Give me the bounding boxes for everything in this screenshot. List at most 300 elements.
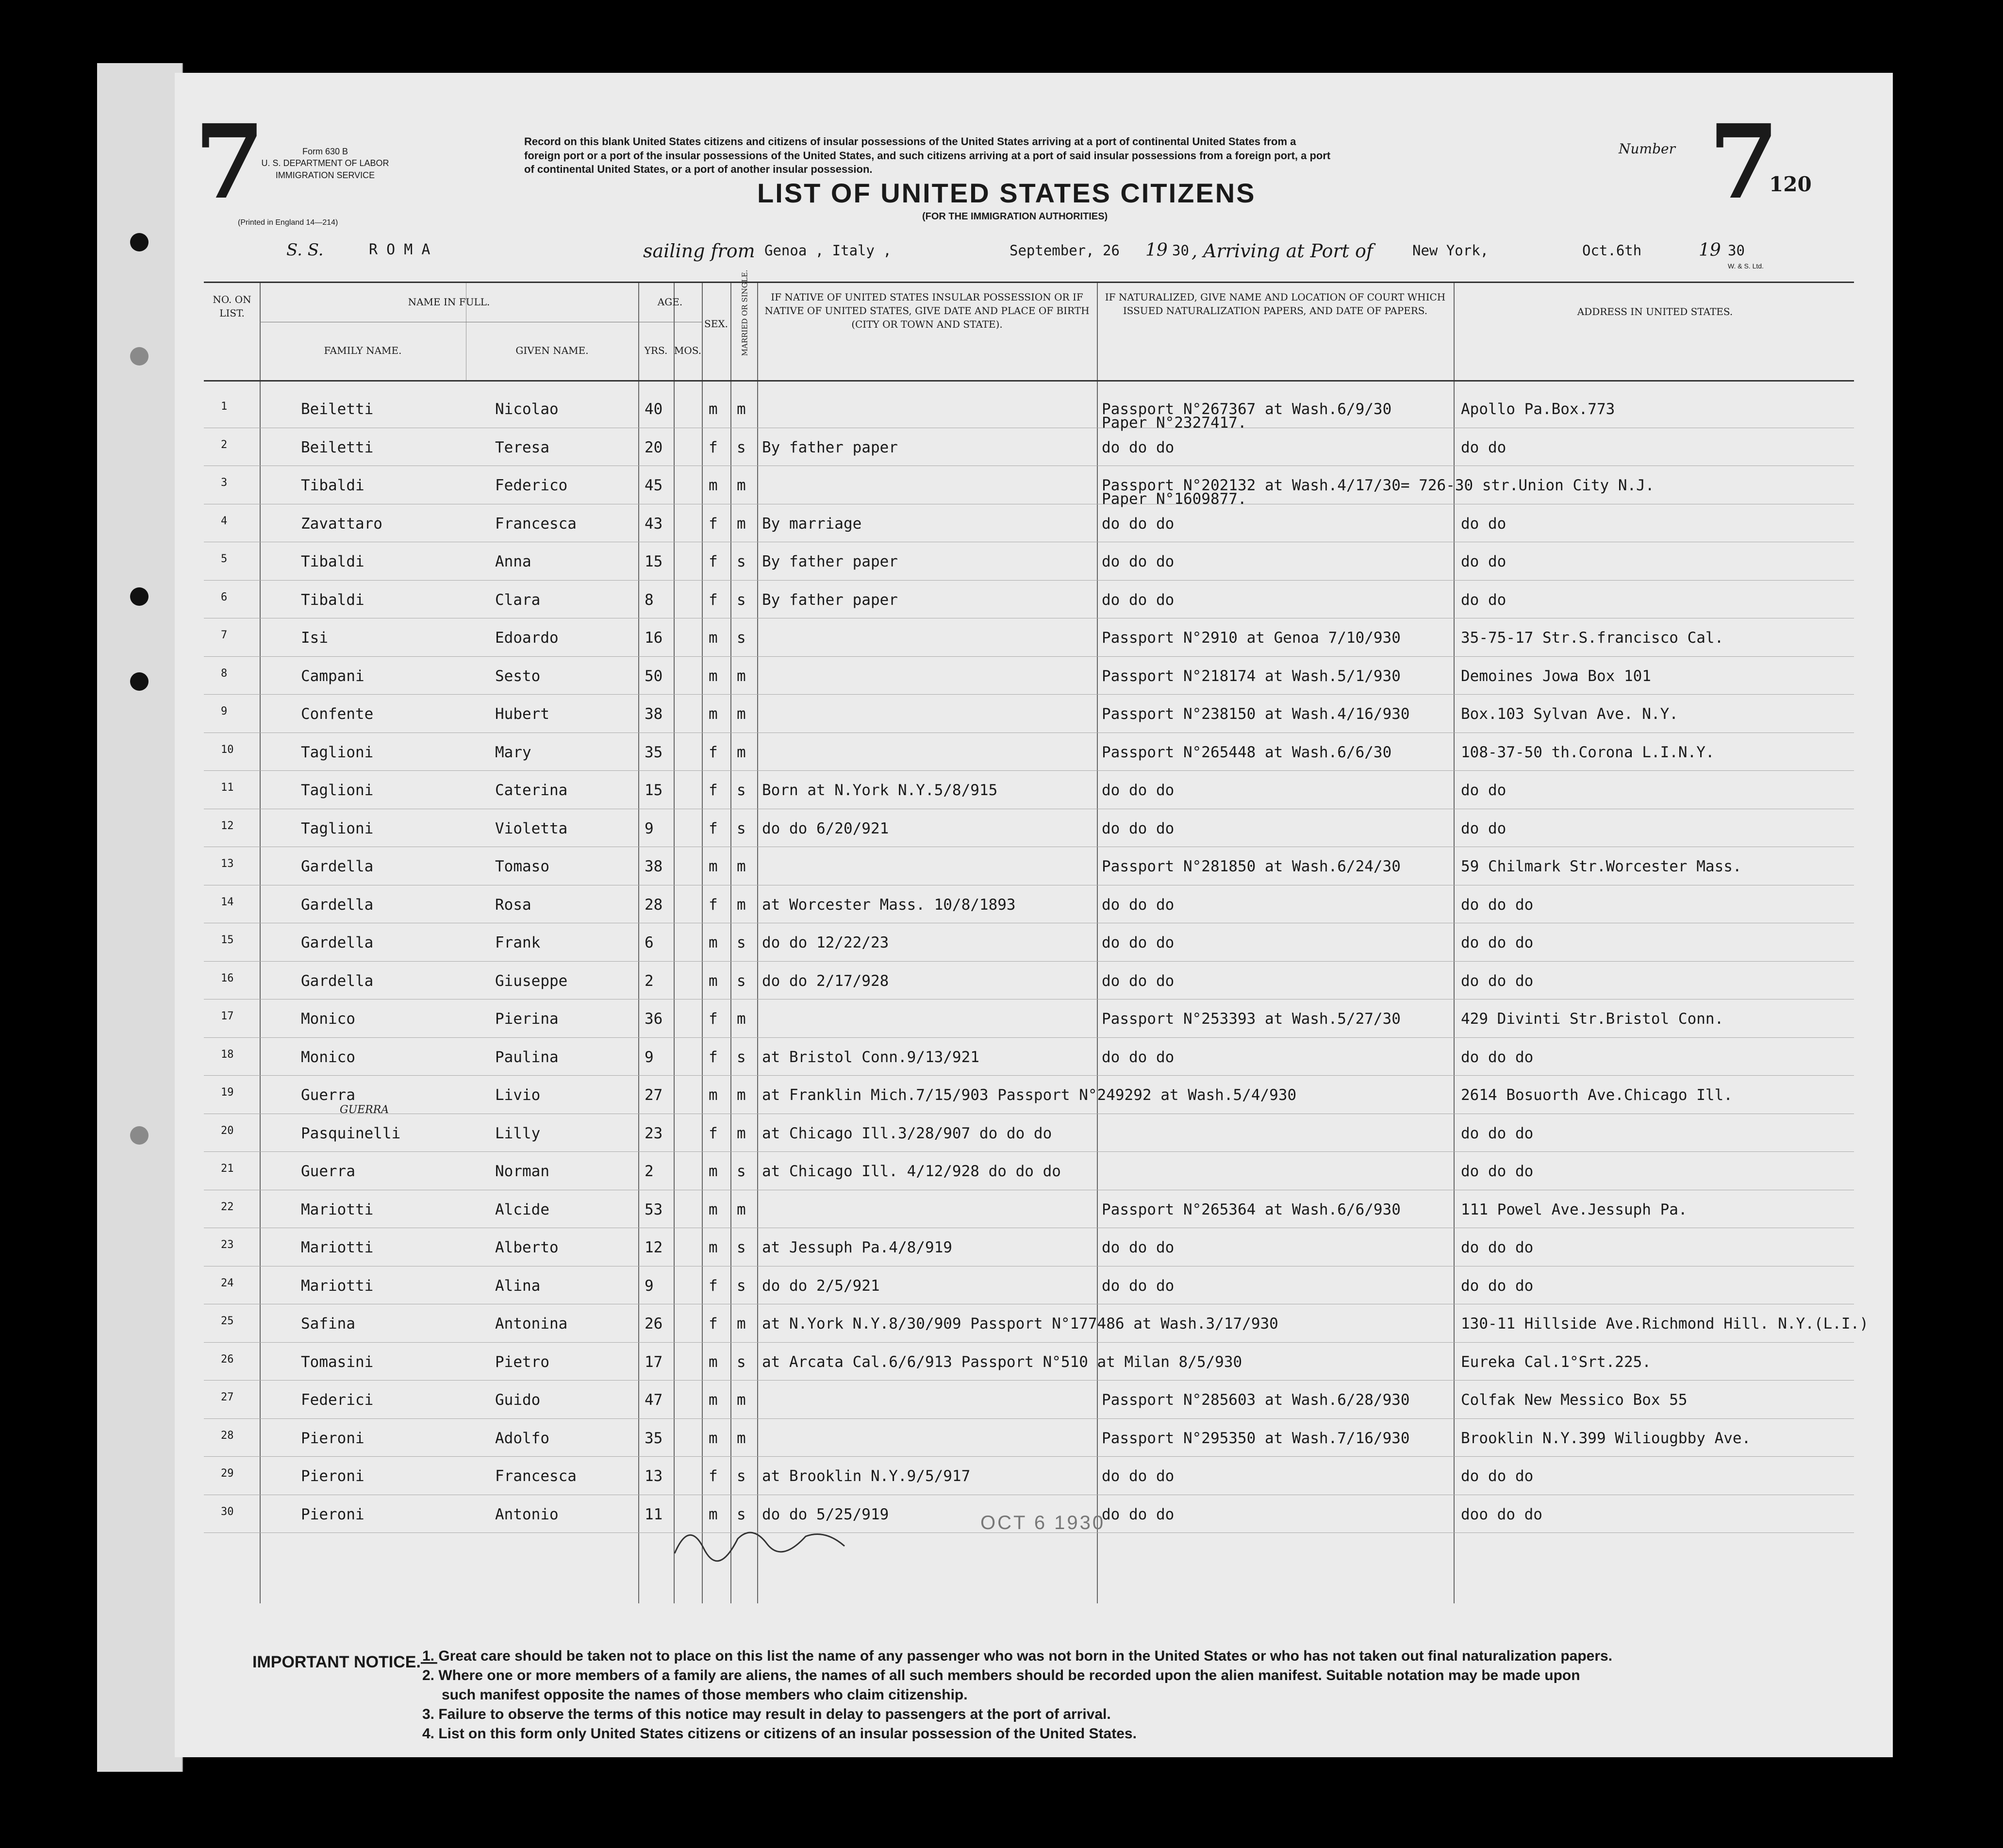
header-sex: SEX. xyxy=(704,318,728,330)
birth-info: do do 2/5/921 xyxy=(762,1277,880,1295)
address: do do do xyxy=(1461,934,1534,951)
row-number: 19 xyxy=(221,1086,234,1099)
naturalization-info: do do do xyxy=(1102,1239,1175,1256)
birth-info: By father paper xyxy=(762,553,898,570)
binder-hole xyxy=(130,1126,149,1145)
sex: m xyxy=(709,858,718,875)
age-years: 13 xyxy=(645,1467,663,1485)
family-name: Zavattaro xyxy=(301,515,382,533)
naturalization-info: do do do xyxy=(1102,1467,1175,1485)
row-number: 1 xyxy=(221,400,228,413)
family-name: Mariotti xyxy=(301,1277,374,1295)
family-name: Beiletti xyxy=(301,438,374,456)
marital-status: s xyxy=(737,1239,746,1256)
header-given-name: GIVEN NAME. xyxy=(515,345,589,356)
marital-status: m xyxy=(737,477,746,494)
passenger-rows xyxy=(204,390,1869,1603)
address: do do xyxy=(1461,438,1506,456)
year-to: 30 xyxy=(1728,242,1745,259)
table-row xyxy=(204,771,1854,809)
sex: m xyxy=(709,1163,718,1180)
family-name: Gardella xyxy=(301,972,374,990)
address: 429 Divinti Str.Bristol Conn. xyxy=(1461,1010,1724,1028)
table-row xyxy=(204,733,1854,771)
header-naturalization: IF NATURALIZED, GIVE NAME AND LOCATION OF COURT WHICH ISSUED NATURALIZATION PAPERS, AND DATE OF PAPERS. xyxy=(1105,291,1446,316)
address: Demoines Jowa Box 101 xyxy=(1461,667,1651,685)
naturalization-info: Passport N°238150 at Wash.4/16/930 xyxy=(1102,705,1410,723)
row-number: 2 xyxy=(221,438,228,451)
table-row xyxy=(204,466,1854,508)
printed-note: (Printed in England 14—214) xyxy=(238,218,338,227)
marital-status: m xyxy=(737,515,746,533)
service-name: IMMIGRATION SERVICE xyxy=(275,170,375,180)
ss-label: S. S. xyxy=(286,240,324,260)
age-years: 9 xyxy=(645,1277,654,1295)
table-row xyxy=(204,1038,1854,1076)
row-number: 3 xyxy=(221,477,228,489)
row-number: 17 xyxy=(221,1010,234,1022)
naturalization-info: Passport N°295350 at Wash.7/16/930 xyxy=(1102,1429,1410,1447)
table-row xyxy=(204,390,1854,432)
sex: m xyxy=(709,1429,718,1447)
given-name: Livio xyxy=(495,1086,541,1104)
table-row xyxy=(204,542,1854,580)
naturalization-info: do do do xyxy=(1102,819,1175,837)
address: 111 Powel Ave.Jessuph Pa. xyxy=(1461,1200,1688,1218)
age-years: 23 xyxy=(645,1124,663,1142)
row-number: 20 xyxy=(221,1124,234,1137)
sex: m xyxy=(709,1505,718,1523)
birth-info: By father paper xyxy=(762,438,898,456)
sex: m xyxy=(709,1391,718,1409)
row-number: 18 xyxy=(221,1048,234,1061)
row-number: 28 xyxy=(221,1429,234,1442)
marital-status: m xyxy=(737,705,746,723)
marital-status: s xyxy=(737,1467,746,1485)
family-name: Federici xyxy=(301,1391,374,1409)
family-name: Tibaldi xyxy=(301,477,364,494)
given-name: Alina xyxy=(495,1277,541,1295)
address: do do do xyxy=(1461,1239,1534,1256)
row-number: 16 xyxy=(221,972,234,984)
sex: m xyxy=(709,934,718,951)
age-years: 2 xyxy=(645,972,654,990)
marital-status: s xyxy=(737,1505,746,1523)
birth-info: at N.York N.Y.8/30/909 Passport N°177486 at Wash.3/17/930 xyxy=(762,1315,1278,1332)
sex: m xyxy=(709,1200,718,1218)
family-name: Taglioni xyxy=(301,743,374,761)
table-row xyxy=(204,1076,1854,1114)
table-row xyxy=(204,428,1854,466)
naturalization-info: do do do xyxy=(1102,896,1175,914)
table-row xyxy=(204,581,1854,618)
address: Eureka Cal.1°Srt.225. xyxy=(1461,1353,1651,1371)
header-no-on-list: NO. ON LIST. xyxy=(213,294,251,319)
sex: m xyxy=(709,667,718,685)
citizen-list-form xyxy=(175,73,1893,1757)
port-from: Genoa , Italy , xyxy=(764,242,892,259)
age-years: 38 xyxy=(645,858,663,875)
given-name: Teresa xyxy=(495,438,549,456)
address: 59 Chilmark Str.Worcester Mass. xyxy=(1461,858,1742,875)
header-address: ADDRESS IN UNITED STATES. xyxy=(1577,306,1733,317)
given-name: Antonio xyxy=(495,1505,559,1523)
form-number: Form 630 B xyxy=(302,147,348,156)
sex: m xyxy=(709,1086,718,1104)
marital-status: s xyxy=(737,972,746,990)
header-months: MOS. xyxy=(674,345,702,356)
given-name: Rosa xyxy=(495,896,531,914)
age-years: 47 xyxy=(645,1391,663,1409)
marital-status: m xyxy=(737,896,746,914)
age-years: 16 xyxy=(645,629,663,647)
marital-status: m xyxy=(737,1391,746,1409)
row-number: 10 xyxy=(221,743,234,756)
family-name: Mariotti xyxy=(301,1200,374,1218)
naturalization-info: do do do xyxy=(1102,972,1175,990)
birth-info: at Worcester Mass. 10/8/1893 xyxy=(762,896,1016,914)
date-stamp: OCT 6 1930 xyxy=(980,1512,1106,1533)
row-number: 13 xyxy=(221,858,234,870)
table-row xyxy=(204,504,1854,542)
marital-status: s xyxy=(737,934,746,951)
naturalization-paper: Paper N°2327417. xyxy=(1102,414,1247,432)
age-years: 50 xyxy=(645,667,663,685)
marital-status: s xyxy=(737,782,746,799)
address: do do xyxy=(1461,591,1506,609)
marital-status: s xyxy=(737,629,746,647)
age-years: 35 xyxy=(645,743,663,761)
family-name: Safina xyxy=(301,1315,355,1332)
form-title: LIST OF UNITED STATES CITIZENS xyxy=(757,178,1256,208)
header-years: YRS. xyxy=(644,345,668,356)
notice-line-4: 4. List on this form only United States citizens or citizens of an insular possession of the United States. xyxy=(422,1726,1137,1742)
table-row xyxy=(204,618,1854,656)
row-number: 15 xyxy=(221,934,234,946)
sex: m xyxy=(709,1353,718,1371)
birth-info: do do 5/25/919 xyxy=(762,1505,889,1523)
age-years: 2 xyxy=(645,1163,654,1180)
given-name: Frank xyxy=(495,934,541,951)
binder-hole xyxy=(130,347,149,366)
notice-line-2: 2. Where one or more members of a family are aliens, the names of all such members should be recorded upon the alien manifest. Suitable notation may be made upon xyxy=(422,1667,1580,1683)
row-number: 6 xyxy=(221,591,228,603)
birth-info: do do 12/22/23 xyxy=(762,934,889,951)
naturalization-info: do do do xyxy=(1102,1048,1175,1066)
sex: f xyxy=(709,1315,718,1332)
binder-hole xyxy=(130,672,149,691)
sex: f xyxy=(709,743,718,761)
family-name: Taglioni xyxy=(301,819,374,837)
sex: f xyxy=(709,438,718,456)
birth-info: at Chicago Ill. 4/12/928 do do do xyxy=(762,1163,1061,1180)
address: do do do xyxy=(1461,896,1534,914)
date-from: September, 26 xyxy=(1010,242,1120,259)
given-name: Federico xyxy=(495,477,568,494)
given-name: Caterina xyxy=(495,782,568,799)
age-years: 12 xyxy=(645,1239,663,1256)
address: 108-37-50 th.Corona L.I.N.Y. xyxy=(1461,743,1715,761)
header-age: AGE. xyxy=(657,296,683,308)
given-name: Tomaso xyxy=(495,858,549,875)
naturalization-paper: Paper N°1609877. xyxy=(1102,490,1247,508)
address: 130-11 Hillside Ave.Richmond Hill. N.Y.(L.I.) xyxy=(1461,1315,1869,1332)
sex: m xyxy=(709,400,718,418)
date-to: Oct.6th xyxy=(1582,242,1642,259)
row-number: 14 xyxy=(221,896,234,908)
department-block xyxy=(252,146,398,181)
record-line: foreign port or a port of the insular possessions of the United States, and such citizens arriving at a port of said insular possessions from a foreign port, a port xyxy=(524,149,1331,162)
naturalization-info: do do do xyxy=(1102,438,1175,456)
age-years: 53 xyxy=(645,1200,663,1218)
family-name: Monico xyxy=(301,1010,355,1028)
port-to: New York, xyxy=(1412,242,1489,259)
family-name: Campani xyxy=(301,667,364,685)
family-name: Guerra xyxy=(301,1086,355,1104)
naturalization-info: do do do xyxy=(1102,591,1175,609)
naturalization-info: do do do xyxy=(1102,782,1175,799)
marital-status: m xyxy=(737,1429,746,1447)
address: Brooklin N.Y.399 Wiliougbby Ave. xyxy=(1461,1429,1751,1447)
naturalization-info: do do do xyxy=(1102,1277,1175,1295)
given-name: Edoardo xyxy=(495,629,559,647)
binder-hole xyxy=(130,587,149,606)
notice-line-2b: such manifest opposite the names of those members who claim citizenship. xyxy=(442,1687,968,1703)
naturalization-info: Passport N°281850 at Wash.6/24/30 xyxy=(1102,858,1401,875)
row-number: 8 xyxy=(221,667,228,680)
given-name: Norman xyxy=(495,1163,549,1180)
sex: f xyxy=(709,1048,718,1066)
naturalization-info: Passport N°267367 at Wash.6/9/30 xyxy=(1102,400,1392,418)
naturalization-info: Passport N°265364 at Wash.6/6/930 xyxy=(1102,1200,1401,1218)
age-years: 36 xyxy=(645,1010,663,1028)
marital-status: m xyxy=(737,1315,746,1332)
naturalization-info: Passport N°265448 at Wash.6/6/30 xyxy=(1102,743,1392,761)
record-instructions xyxy=(524,135,1689,177)
given-name: Guido xyxy=(495,1391,541,1409)
family-name: Tibaldi xyxy=(301,591,364,609)
age-years: 9 xyxy=(645,1048,654,1066)
binder-hole xyxy=(130,233,149,251)
family-name: Isi xyxy=(301,629,328,647)
table-row xyxy=(204,1266,1854,1304)
handwritten-correction: GUERRA xyxy=(340,1104,389,1116)
marital-status: s xyxy=(737,591,746,609)
age-years: 8 xyxy=(645,591,654,609)
notice-line-1: 1. Great care should be taken not to place on this list the name of any passenger who was not born in the United States or who has not taken out final naturalization papers. xyxy=(422,1648,1613,1664)
birth-info: at Franklin Mich.7/15/903 Passport N°249292 at Wash.5/4/930 xyxy=(762,1086,1297,1104)
given-name: Pierina xyxy=(495,1010,559,1028)
naturalization-info: do do do xyxy=(1102,1505,1175,1523)
birth-info: at Brooklin N.Y.9/5/917 xyxy=(762,1467,971,1485)
family-name: Beiletti xyxy=(301,400,374,418)
row-number: 9 xyxy=(221,705,228,717)
birth-info: do do 2/17/928 xyxy=(762,972,889,990)
row-number: 26 xyxy=(221,1353,234,1365)
row-number: 23 xyxy=(221,1239,234,1251)
sex: m xyxy=(709,1239,718,1256)
table-row xyxy=(204,1419,1854,1457)
age-years: 6 xyxy=(645,934,654,951)
sex: m xyxy=(709,705,718,723)
marital-status: s xyxy=(737,1163,746,1180)
table-row xyxy=(204,923,1854,961)
age-years: 43 xyxy=(645,515,663,533)
marital-status: m xyxy=(737,1010,746,1028)
family-name: Guerra xyxy=(301,1163,355,1180)
corner-number-left: 7 xyxy=(194,102,265,222)
naturalization-info: Passport N°285603 at Wash.6/28/930 xyxy=(1102,1391,1410,1409)
arriving-label: , Arriving at Port of xyxy=(1192,240,1373,262)
birth-info: at Arcata Cal.6/6/913 Passport N°510 at Milan 8/5/930 xyxy=(762,1353,1242,1371)
notice-line-3: 3. Failure to observe the terms of this notice may result in delay to passengers at the port of arrival. xyxy=(422,1706,1111,1722)
marital-status: s xyxy=(737,1277,746,1295)
record-line: Record on this blank United States citizens and citizens of insular possessions of the United States arriving at a port of continental United States from a xyxy=(524,135,1296,148)
given-name: Pietro xyxy=(495,1353,549,1371)
sex: f xyxy=(709,553,718,570)
birth-info: By marriage xyxy=(762,515,862,533)
table-row xyxy=(204,885,1854,923)
signature-scribble xyxy=(670,1510,864,1568)
family-name: Tomasini xyxy=(301,1353,374,1371)
naturalization-info: Passport N°218174 at Wash.5/1/930 xyxy=(1102,667,1401,685)
family-name: Gardella xyxy=(301,858,374,875)
form-subtitle: (FOR THE IMMIGRATION AUTHORITIES) xyxy=(922,211,1108,222)
age-years: 35 xyxy=(645,1429,663,1447)
sex: m xyxy=(709,629,718,647)
address: do do do xyxy=(1461,972,1534,990)
marital-status: m xyxy=(737,1086,746,1104)
age-years: 15 xyxy=(645,782,663,799)
sex: f xyxy=(709,1277,718,1295)
address: Apollo Pa.Box.773 xyxy=(1461,400,1615,418)
sex: f xyxy=(709,515,718,533)
given-name: Anna xyxy=(495,553,531,570)
family-name: Mariotti xyxy=(301,1239,374,1256)
marital-status: m xyxy=(737,400,746,418)
ship-name: R O M A xyxy=(369,241,430,258)
age-years: 28 xyxy=(645,896,663,914)
given-name: Antonina xyxy=(495,1315,568,1332)
header-divider xyxy=(204,380,1854,382)
row-number: 11 xyxy=(221,782,234,794)
address: do do xyxy=(1461,553,1506,570)
given-name: Paulina xyxy=(495,1048,559,1066)
department-name: U. S. DEPARTMENT OF LABOR xyxy=(261,158,389,168)
family-name: Pieroni xyxy=(301,1467,364,1485)
address: do do xyxy=(1461,515,1506,533)
table-row xyxy=(204,695,1854,733)
age-years: 17 xyxy=(645,1353,663,1371)
table-row xyxy=(204,1343,1854,1381)
row-number: 7 xyxy=(221,629,228,641)
header-family-name: FAMILY NAME. xyxy=(324,345,402,356)
naturalization-info: Passport N°202132 at Wash.4/17/30= 726-30 str.Union City N.J. xyxy=(1102,477,1655,494)
naturalization-info: Passport N°253393 at Wash.5/27/30 xyxy=(1102,1010,1401,1028)
table-row xyxy=(204,847,1854,885)
row-number: 4 xyxy=(221,515,228,527)
marital-status: m xyxy=(737,1124,746,1142)
row-number: 12 xyxy=(221,819,234,832)
given-name: Lilly xyxy=(495,1124,541,1142)
sex: f xyxy=(709,782,718,799)
passenger-table xyxy=(204,269,1869,1603)
given-name: Adolfo xyxy=(495,1429,549,1447)
table-row xyxy=(204,1228,1854,1266)
header-married-single: MARRIED OR SINGLE. xyxy=(740,269,749,356)
given-name: Alberto xyxy=(495,1239,559,1256)
notice-title: IMPORTANT NOTICE.— xyxy=(252,1653,437,1671)
birth-info: By father paper xyxy=(762,591,898,609)
address: do do do xyxy=(1461,1277,1534,1295)
naturalization-info: do do do xyxy=(1102,553,1175,570)
sex: f xyxy=(709,1467,718,1485)
corner-number-right: 7 xyxy=(1708,102,1780,222)
given-name: Clara xyxy=(495,591,541,609)
address: 2614 Bosuorth Ave.Chicago Ill. xyxy=(1461,1086,1733,1104)
year-prefix: 19 xyxy=(1145,240,1168,260)
row-number: 21 xyxy=(221,1163,234,1175)
age-years: 40 xyxy=(645,400,663,418)
given-name: Mary xyxy=(495,743,531,761)
given-name: Nicolao xyxy=(495,400,559,418)
age-years: 45 xyxy=(645,477,663,494)
sex: f xyxy=(709,1124,718,1142)
table-row xyxy=(204,809,1854,847)
age-years: 20 xyxy=(645,438,663,456)
family-name: Pieroni xyxy=(301,1505,364,1523)
year-prefix-arrival: 19 xyxy=(1699,240,1721,260)
marital-status: m xyxy=(737,667,746,685)
family-name: Pasquinelli xyxy=(301,1124,401,1142)
table-row xyxy=(204,657,1854,695)
address: do do do xyxy=(1461,1124,1534,1142)
row-number: 25 xyxy=(221,1315,234,1327)
age-years: 9 xyxy=(645,819,654,837)
marital-status: s xyxy=(737,1353,746,1371)
page-number: 120 xyxy=(1769,172,1812,196)
table-row xyxy=(204,1190,1854,1228)
birth-info: at Jessuph Pa.4/8/919 xyxy=(762,1239,952,1256)
naturalization-info: do do do xyxy=(1102,515,1175,533)
sailing-from-label: sailing from xyxy=(643,240,755,262)
marital-status: m xyxy=(737,1200,746,1218)
given-name: Alcide xyxy=(495,1200,549,1218)
header-name-in-full: NAME IN FULL. xyxy=(408,296,490,308)
birth-info: at Chicago Ill.3/28/907 do do do xyxy=(762,1124,1052,1142)
age-years: 38 xyxy=(645,705,663,723)
address: do do do xyxy=(1461,1163,1534,1180)
row-number: 30 xyxy=(221,1505,234,1518)
naturalization-info: do do do xyxy=(1102,934,1175,951)
row-number: 27 xyxy=(221,1391,234,1403)
given-name: Francesca xyxy=(495,515,577,533)
birth-info: at Bristol Conn.9/13/921 xyxy=(762,1048,979,1066)
family-name: Tibaldi xyxy=(301,553,364,570)
family-name: Pieroni xyxy=(301,1429,364,1447)
sex: f xyxy=(709,896,718,914)
marital-status: s xyxy=(737,1048,746,1066)
row-number: 29 xyxy=(221,1467,234,1480)
row-number: 24 xyxy=(221,1277,234,1289)
age-years: 26 xyxy=(645,1315,663,1332)
marital-status: m xyxy=(737,743,746,761)
number-label: Number xyxy=(1619,141,1675,157)
header-birth-place: IF NATIVE OF UNITED STATES INSULAR POSSESSION OR IF NATIVE OF UNITED STATES, GIVE DATE AND PLACE OF BIRTH (CITY OR TOWN AND STATE). xyxy=(764,291,1090,330)
address: do do xyxy=(1461,782,1506,799)
table-row xyxy=(204,1152,1854,1190)
binder-strip xyxy=(97,63,183,1772)
